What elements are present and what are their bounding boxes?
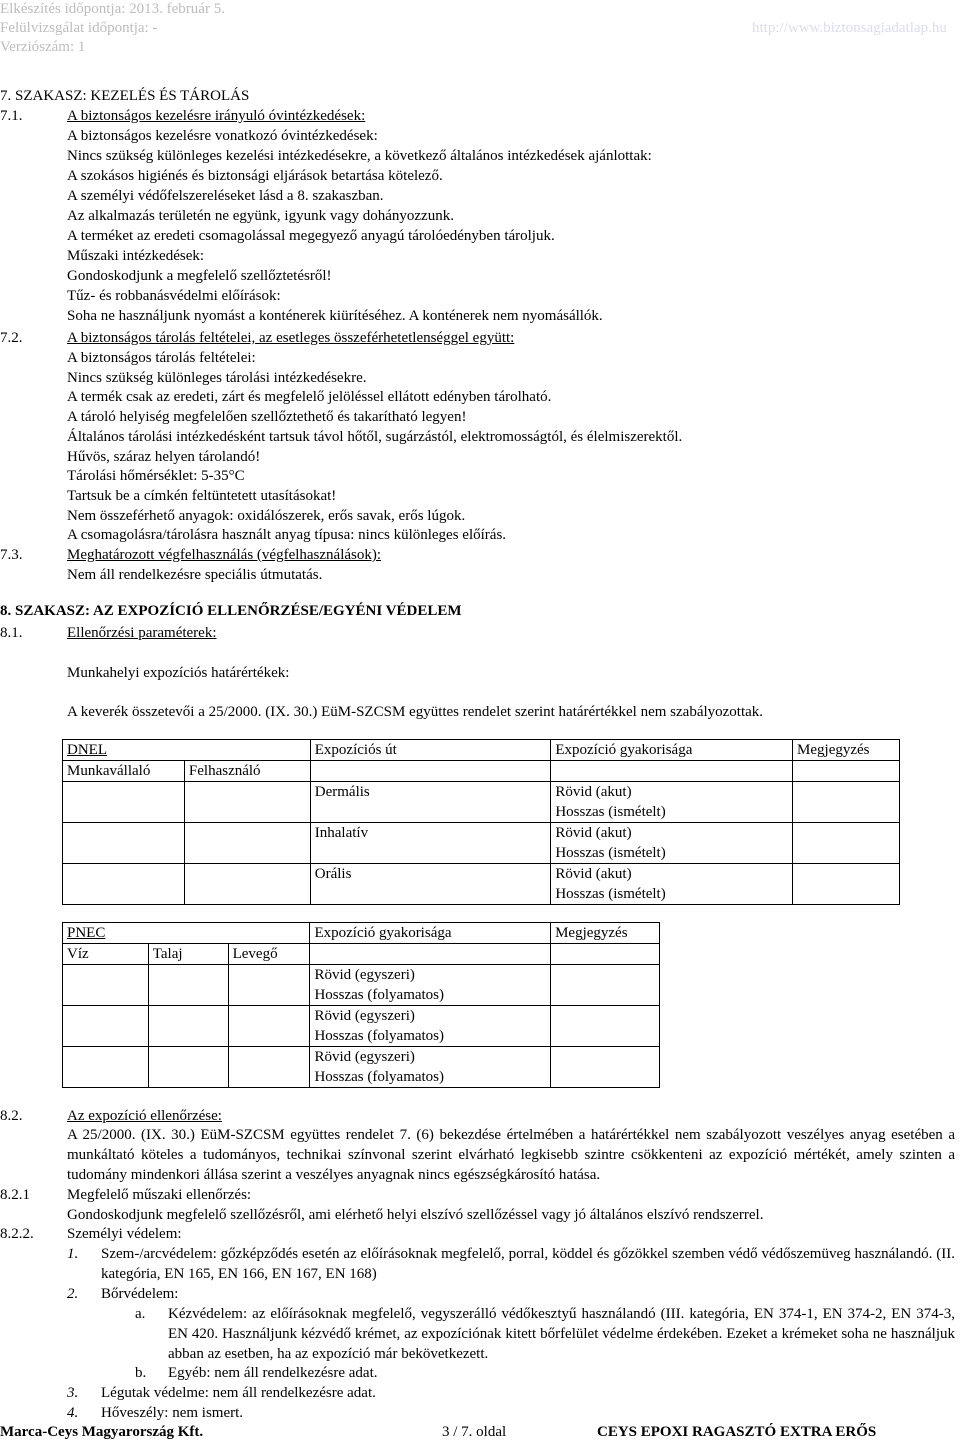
pnec-frequency-header: Expozíció gyakorisága: [310, 923, 551, 944]
s821-number: 8.2.1: [0, 1187, 30, 1203]
item3-text: Légutak védelme: nem áll rendelkezésre adat.: [101, 1385, 376, 1401]
body-line: A terméket az eredeti csomagolással megegyező anyagú tárolóedényben tároljuk.: [67, 228, 555, 244]
workplace-limits: Munkahelyi expozíciós határértékek:: [67, 665, 290, 681]
body-line: A szokásos higiénés és biztonsági eljárások betartása kötelező.: [67, 168, 443, 184]
item4-number: 4.: [67, 1405, 79, 1421]
section8-title: 8. SZAKASZ: AZ EXPOZÍCIÓ ELLENŐRZÉSE/EGYÉNI VÉDELEM: [0, 603, 462, 619]
dnel-table: [62, 739, 900, 905]
s822-title: Személyi védelem:: [67, 1226, 182, 1242]
s73-number: 7.3.: [0, 547, 23, 563]
soil-header: Talaj: [148, 944, 228, 965]
body-line: Tárolási hőmérséklet: 5-35°C: [67, 468, 245, 485]
body-line: A tároló helyiség megfelelően szellőztethető és takarítható legyen!: [67, 409, 467, 426]
pnec-table: [62, 922, 660, 1088]
pnec-header: PNEC: [63, 923, 310, 944]
s82-number: 8.2.: [0, 1108, 23, 1124]
route-oral: Orális: [310, 864, 551, 905]
s81-title: Ellenőrzési paraméterek:: [67, 625, 217, 641]
s73-line: Nem áll rendelkezésre speciális útmutatás.: [67, 567, 323, 583]
item3-number: 3.: [67, 1385, 79, 1401]
body-line: Nincs szükség különleges kezelési intézkedésekre, a következő általános intézkedések ajánlottak:: [67, 148, 652, 164]
route-inhalative: Inhalatív: [310, 823, 551, 864]
s82-text: A 25/2000. (IX. 30.) EüM-SZCSM együttes rendelet 7. (6) bekezdése értelmében a határértékkel nem szabályozott veszélyes anyag esetében a munkáltató köteles a tudományos, technikai színvonal szerint elvárható legkisebb szintre csökkenteni az expozíció mértékét, amely szinten a tudomány mindenkori állása szerint a veszélyes anyagnak nincs egészségkárosító hatása.: [67, 1127, 955, 1183]
footer-product: CEYS EPOXI RAGASZTÓ EXTRA ERŐS: [597, 1424, 877, 1440]
header-revised: Felülvizsgálat időpontja: -: [0, 20, 158, 36]
footer-company: Marca-Ceys Magyarország Kft.: [0, 1424, 204, 1440]
s822-number: 8.2.2.: [0, 1226, 34, 1242]
body-line: Tartsuk be a címkén feltüntetett utasításokat!: [67, 487, 337, 504]
frequency-cell: Rövid (akut) Hosszas (ismételt): [551, 823, 793, 864]
body-line: A biztonságos kezelésre vonatkozó óvintézkedések:: [67, 128, 378, 144]
body-line: Általános tárolási intézkedésként tartsuk távol hőtől, sugárzástól, elektromosságtól, és élelmiszerektől.: [67, 428, 683, 445]
body-line: Műszaki intézkedések:: [67, 248, 205, 264]
route-dermal: Dermális: [310, 782, 551, 823]
header-url[interactable]: http://www.biztonsagiadatlap.hu: [752, 20, 947, 36]
frequency-cell: Rövid (akut) Hosszas (ismételt): [551, 782, 793, 823]
s71-title: A biztonságos kezelésre irányuló óvintézkedések:: [67, 108, 366, 124]
pnec-frequency-cell: Rövid (egyszeri) Hosszas (folyamatos): [310, 1047, 551, 1088]
mixture-note: A keverék összetevői a 25/2000. (IX. 30.) EüM-SZCSM együttes rendelet szerint határértékkel nem szabályozottak.: [67, 704, 764, 720]
header-created: Elkészítés időpontja: 2013. február 5.: [0, 1, 225, 17]
body-line: Soha ne használjunk nyomást a konténerek kiürítéséhez. A konténerek nem nyomásállók.: [67, 308, 603, 324]
s72-number: 7.2.: [0, 330, 23, 346]
item2b-text: Egyéb: nem áll rendelkezésre adat.: [168, 1365, 378, 1381]
remark-header: Megjegyzés: [793, 740, 900, 761]
body-line: A biztonságos tárolás feltételei:: [67, 350, 256, 366]
frequency-cell: Rövid (akut) Hosszas (ismételt): [551, 864, 793, 905]
s71-number: 7.1.: [0, 108, 23, 124]
body-line: Gondoskodjunk a megfelelő szellőztetésről!: [67, 268, 332, 284]
pnec-frequency-cell: Rövid (egyszeri) Hosszas (folyamatos): [310, 965, 551, 1006]
s821-text: Gondoskodjunk megfelelő szellőzésről, ami elérhető helyi elszívó szellőzéssel vagy jó általános elszívó rendszerrel.: [67, 1207, 764, 1223]
item1-number: 1.: [67, 1246, 79, 1262]
body-line: Hűvös, száraz helyen tárolandó!: [67, 448, 261, 465]
body-line: Tűz- és robbanásvédelmi előírások:: [67, 288, 281, 304]
s821-title: Megfelelő műszaki ellenőrzés:: [67, 1187, 252, 1203]
body-line: Nincs szükség különleges tárolási intézkedésekre.: [67, 369, 367, 386]
exposure-frequency-header: Expozíció gyakorisága: [551, 740, 793, 761]
item4-text: Hőveszély: nem ismert.: [101, 1405, 244, 1421]
item1-text: Szem-/arcvédelem: gőzképződés esetén az előírásoknak megfelelő, porral, köddel és gőzökkel szemben védő védőszemüveg használandó. (II. kategória, EN 165, EN 166, EN 167, EN 168): [101, 1246, 955, 1282]
header-version: Verziószám: 1: [0, 39, 86, 55]
user-header: Felhasználó: [184, 761, 310, 782]
body-line: A csomagolásra/tárolásra használt anyag típusa: nincs különleges előírás.: [67, 527, 507, 544]
pnec-remark-header: Megjegyzés: [551, 923, 660, 944]
air-header: Levegő: [228, 944, 310, 965]
exposure-route-header: Expozíciós út: [310, 740, 551, 761]
dnel-header: DNEL: [63, 740, 311, 761]
footer-page: 3 / 7. oldal: [442, 1424, 507, 1440]
s81-number: 8.1.: [0, 625, 23, 641]
body-line: Az alkalmazás területén ne együnk, igyunk vagy dohányozzunk.: [67, 208, 454, 224]
item2-text: Bőrvédelem:: [101, 1286, 179, 1302]
body-line: A termék csak az eredeti, zárt és megfelelő jelöléssel ellátott edényben tárolható.: [67, 389, 552, 406]
body-line: Nem összeférhető anyagok: oxidálószerek, erős savak, erős lúgok.: [67, 507, 466, 524]
item2a-number: a.: [135, 1306, 146, 1322]
s73-title: Meghatározott végfelhasználás (végfelhasználások):: [67, 547, 382, 563]
s72-title: A biztonságos tárolás feltételei, az esetleges összeférhetetlenséggel együtt:: [67, 330, 515, 346]
item2b-number: b.: [135, 1365, 147, 1381]
pnec-frequency-cell: Rövid (egyszeri) Hosszas (folyamatos): [310, 1006, 551, 1047]
body-line: A személyi védőfelszereléseket lásd a 8. szakaszban.: [67, 188, 384, 204]
item2a-text: Kézvédelem: az előírásoknak megfelelő, vegyszerálló védőkesztyű használandó (III. kategória, EN 374-1, EN 374-2, EN 374-3, EN 420. Használjunk kézvédő krémet, az expozíciónak kitett bőrfelület védelme érdekében. Ezeket a krémeket soha ne használjuk abban az esetben, ha az expozíció már bekövetkezett.: [168, 1306, 955, 1362]
worker-header: Munkavállaló: [63, 761, 185, 782]
item2-number: 2.: [67, 1286, 79, 1302]
water-header: Víz: [63, 944, 149, 965]
section7-title: 7. SZAKASZ: KEZELÉS ÉS TÁROLÁS: [0, 88, 250, 104]
s82-title: Az expozíció ellenőrzése:: [67, 1108, 222, 1124]
